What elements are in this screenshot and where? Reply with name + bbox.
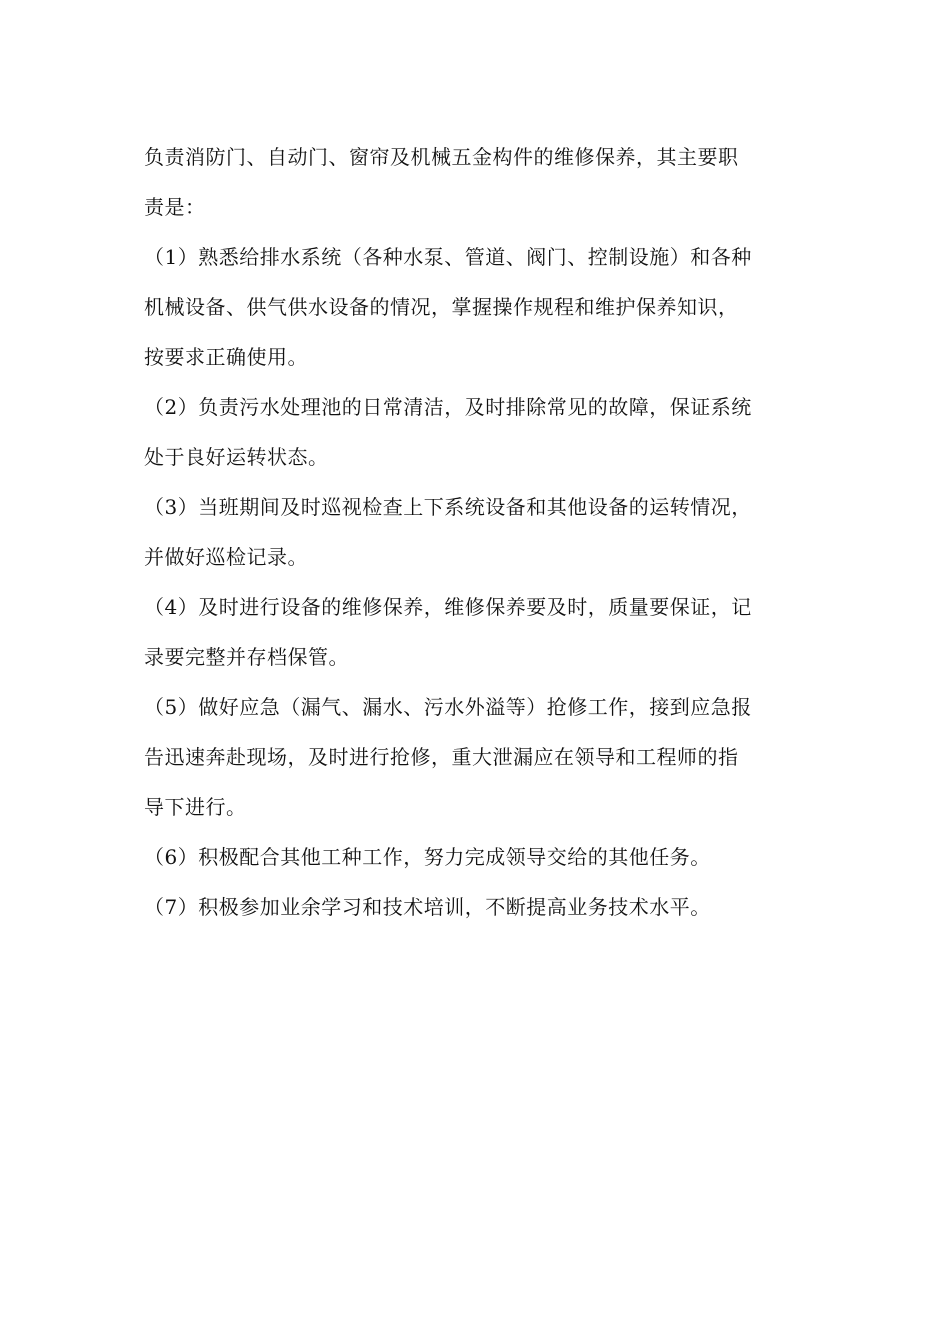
- text-line: （1）熟悉给排水系统（各种水泵、管道、阀门、控制设施）和各种: [144, 245, 752, 269]
- intro-paragraph: [144, 132, 810, 232]
- text-line: （6）积极配合其他工种工作，努力完成领导交给的其他任务。: [144, 845, 711, 869]
- text-line: 告迅速奔赴现场，及时进行抢修，重大泄漏应在领导和工程师的指: [144, 745, 739, 769]
- duty-item-7: [144, 882, 810, 932]
- duty-item-4: [144, 582, 810, 682]
- text-line: 导下进行。: [144, 795, 247, 819]
- text-line: 机械设备、供气供水设备的情况，掌握操作规程和维护保养知识，: [144, 295, 739, 319]
- duty-item-3: [144, 482, 810, 582]
- text-line: 处于良好运转状态。: [144, 445, 329, 469]
- duty-item-5: [144, 682, 810, 832]
- text-line: （7）积极参加业余学习和技术培训，不断提高业务技术水平。: [144, 895, 711, 919]
- text-line: （3）当班期间及时巡视检查上下系统设备和其他设备的运转情况，: [144, 495, 752, 519]
- text-line: （5）做好应急（漏气、漏水、污水外溢等）抢修工作，接到应急报: [144, 695, 752, 719]
- document-page: [144, 132, 810, 932]
- duty-item-2: [144, 382, 810, 482]
- text-line: 负责消防门、自动门、窗帘及机械五金构件的维修保养，其主要职: [144, 145, 739, 169]
- text-line: 录要完整并存档保管。: [144, 645, 349, 669]
- text-line: 责是：: [144, 195, 206, 219]
- text-line: 按要求正确使用。: [144, 345, 308, 369]
- duty-item-6: [144, 832, 810, 882]
- text-line: 并做好巡检记录。: [144, 545, 308, 569]
- text-line: （2）负责污水处理池的日常清洁，及时排除常见的故障，保证系统: [144, 395, 752, 419]
- text-line: （4）及时进行设备的维修保养，维修保养要及时，质量要保证，记: [144, 595, 752, 619]
- duty-item-1: [144, 232, 810, 382]
